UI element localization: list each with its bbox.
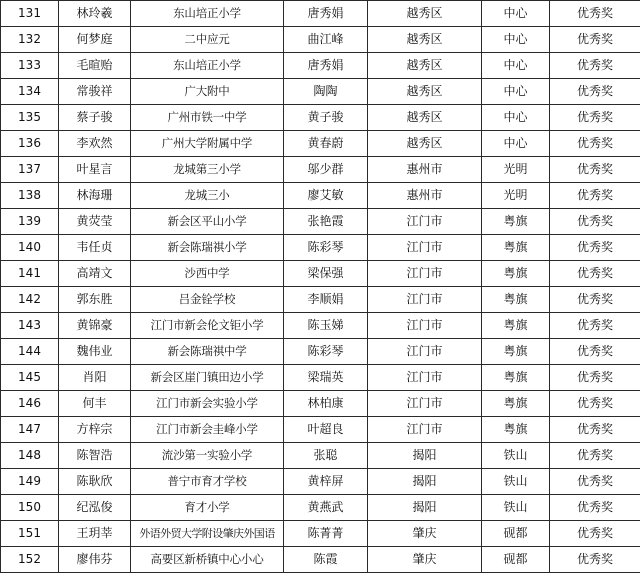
- row-number: 143: [1, 313, 59, 339]
- teacher-name: 廖艾敏: [284, 183, 368, 209]
- row-number: 139: [1, 209, 59, 235]
- school-name: 广大附中: [131, 79, 284, 105]
- region: 越秀区: [368, 105, 482, 131]
- award-level: 优秀奖: [550, 53, 640, 79]
- student-name: 方梓宗: [59, 417, 131, 443]
- teacher-name: 黄燕武: [284, 495, 368, 521]
- table-row: [1, 157, 640, 183]
- award-level: 优秀奖: [550, 235, 640, 261]
- school-name: 吕金铨学校: [131, 287, 284, 313]
- group-name: 中心: [482, 27, 550, 53]
- teacher-name: 林柏康: [284, 391, 368, 417]
- table-row: [1, 1, 640, 27]
- region: 越秀区: [368, 131, 482, 157]
- school-name: 广州市铁一中学: [131, 105, 284, 131]
- group-name: 粤旗: [482, 365, 550, 391]
- award-level: 优秀奖: [550, 469, 640, 495]
- table-row: [1, 105, 640, 131]
- row-number: 151: [1, 521, 59, 547]
- teacher-name: 梁瑞英: [284, 365, 368, 391]
- award-level: 优秀奖: [550, 521, 640, 547]
- region: 江门市: [368, 287, 482, 313]
- group-name: 粤旗: [482, 235, 550, 261]
- school-name: 东山培正小学: [131, 1, 284, 27]
- award-level: 优秀奖: [550, 79, 640, 105]
- award-level: 优秀奖: [550, 391, 640, 417]
- award-level: 优秀奖: [550, 313, 640, 339]
- table-row: [1, 495, 640, 521]
- teacher-name: 黄子骏: [284, 105, 368, 131]
- group-name: 中心: [482, 105, 550, 131]
- student-name: 何梦庭: [59, 27, 131, 53]
- group-name: 光明: [482, 157, 550, 183]
- row-number: 133: [1, 53, 59, 79]
- student-name: 毛暄贻: [59, 53, 131, 79]
- school-name: 新会区平山小学: [131, 209, 284, 235]
- table-row: [1, 365, 640, 391]
- student-name: 高靖文: [59, 261, 131, 287]
- row-number: 135: [1, 105, 59, 131]
- row-number: 146: [1, 391, 59, 417]
- row-number: 145: [1, 365, 59, 391]
- teacher-name: 陈玉娣: [284, 313, 368, 339]
- group-name: 光明: [482, 183, 550, 209]
- row-number: 152: [1, 547, 59, 573]
- row-number: 132: [1, 27, 59, 53]
- row-number: 138: [1, 183, 59, 209]
- school-name: 新会区崖门镇田边小学: [131, 365, 284, 391]
- region: 肇庆: [368, 547, 482, 573]
- student-name: 黄锦豪: [59, 313, 131, 339]
- region: 惠州市: [368, 157, 482, 183]
- region: 揭阳: [368, 469, 482, 495]
- group-name: 粤旗: [482, 339, 550, 365]
- student-name: 郭东胜: [59, 287, 131, 313]
- award-level: 优秀奖: [550, 339, 640, 365]
- table-row: [1, 79, 640, 105]
- group-name: 粤旗: [482, 209, 550, 235]
- teacher-name: 陈霞: [284, 547, 368, 573]
- student-name: 常骏祥: [59, 79, 131, 105]
- student-name: 韦任贞: [59, 235, 131, 261]
- teacher-name: 邬少群: [284, 157, 368, 183]
- group-name: 中心: [482, 1, 550, 27]
- table-row: [1, 183, 640, 209]
- teacher-name: 曲江峰: [284, 27, 368, 53]
- school-name: 东山培正小学: [131, 53, 284, 79]
- student-name: 何丰: [59, 391, 131, 417]
- group-name: 铁山: [482, 495, 550, 521]
- region: 江门市: [368, 417, 482, 443]
- teacher-name: 陈菁菁: [284, 521, 368, 547]
- table-row: [1, 469, 640, 495]
- row-number: 140: [1, 235, 59, 261]
- region: 越秀区: [368, 1, 482, 27]
- award-level: 优秀奖: [550, 287, 640, 313]
- school-name: 龙城三小: [131, 183, 284, 209]
- region: 越秀区: [368, 79, 482, 105]
- group-name: 粤旗: [482, 261, 550, 287]
- student-name: 林海珊: [59, 183, 131, 209]
- award-level: 优秀奖: [550, 365, 640, 391]
- award-table-body: [1, 1, 640, 573]
- table-row: [1, 313, 640, 339]
- group-name: 中心: [482, 131, 550, 157]
- school-name: 流沙第一实验小学: [131, 443, 284, 469]
- school-name: 江门市新会伦文钜小学: [131, 313, 284, 339]
- teacher-name: 张艳霞: [284, 209, 368, 235]
- teacher-name: 唐秀娟: [284, 1, 368, 27]
- school-name: 广州大学附属中学: [131, 131, 284, 157]
- teacher-name: 黄春蔚: [284, 131, 368, 157]
- table-row: [1, 391, 640, 417]
- teacher-name: 陈彩琴: [284, 235, 368, 261]
- group-name: 粤旗: [482, 313, 550, 339]
- teacher-name: 唐秀娟: [284, 53, 368, 79]
- region: 江门市: [368, 313, 482, 339]
- region: 江门市: [368, 261, 482, 287]
- table-row: [1, 417, 640, 443]
- row-number: 141: [1, 261, 59, 287]
- region: 江门市: [368, 339, 482, 365]
- group-name: 铁山: [482, 443, 550, 469]
- school-name: 沙西中学: [131, 261, 284, 287]
- school-name: 外语外贸大学附设肇庆外国语: [131, 521, 284, 547]
- table-row: [1, 131, 640, 157]
- award-level: 优秀奖: [550, 209, 640, 235]
- school-name: 新会陈瑞祺小学: [131, 235, 284, 261]
- award-level: 优秀奖: [550, 1, 640, 27]
- table-row: [1, 235, 640, 261]
- student-name: 李欢然: [59, 131, 131, 157]
- group-name: 中心: [482, 79, 550, 105]
- region: 肇庆: [368, 521, 482, 547]
- group-name: 铁山: [482, 469, 550, 495]
- school-name: 江门市新会实验小学: [131, 391, 284, 417]
- student-name: 魏伟业: [59, 339, 131, 365]
- group-name: 砚都: [482, 547, 550, 573]
- student-name: 廖伟芬: [59, 547, 131, 573]
- student-name: 王玥莘: [59, 521, 131, 547]
- region: 揭阳: [368, 443, 482, 469]
- region: 越秀区: [368, 53, 482, 79]
- group-name: 砚都: [482, 521, 550, 547]
- table-row: [1, 261, 640, 287]
- school-name: 新会陈瑞祺中学: [131, 339, 284, 365]
- award-level: 优秀奖: [550, 183, 640, 209]
- group-name: 粤旗: [482, 287, 550, 313]
- award-level: 优秀奖: [550, 261, 640, 287]
- school-name: 育才小学: [131, 495, 284, 521]
- school-name: 龙城第三小学: [131, 157, 284, 183]
- table-row: [1, 339, 640, 365]
- award-level: 优秀奖: [550, 547, 640, 573]
- table-row: [1, 443, 640, 469]
- row-number: 144: [1, 339, 59, 365]
- teacher-name: 梁保强: [284, 261, 368, 287]
- award-level: 优秀奖: [550, 157, 640, 183]
- row-number: 136: [1, 131, 59, 157]
- region: 惠州市: [368, 183, 482, 209]
- school-name: 高要区新桥镇中心小心: [131, 547, 284, 573]
- table-row: [1, 53, 640, 79]
- teacher-name: 张聪: [284, 443, 368, 469]
- teacher-name: 李顺娟: [284, 287, 368, 313]
- table-row: [1, 287, 640, 313]
- table-row: [1, 27, 640, 53]
- row-number: 150: [1, 495, 59, 521]
- region: 江门市: [368, 235, 482, 261]
- row-number: 149: [1, 469, 59, 495]
- school-name: 二中应元: [131, 27, 284, 53]
- row-number: 131: [1, 1, 59, 27]
- teacher-name: 陈彩琴: [284, 339, 368, 365]
- row-number: 148: [1, 443, 59, 469]
- teacher-name: 黄梓屏: [284, 469, 368, 495]
- group-name: 中心: [482, 53, 550, 79]
- student-name: 陈智浩: [59, 443, 131, 469]
- student-name: 黄荧莹: [59, 209, 131, 235]
- student-name: 蔡子骏: [59, 105, 131, 131]
- region: 江门市: [368, 391, 482, 417]
- region: 江门市: [368, 209, 482, 235]
- group-name: 粤旗: [482, 417, 550, 443]
- table-row: [1, 547, 640, 573]
- award-level: 优秀奖: [550, 131, 640, 157]
- award-level: 优秀奖: [550, 105, 640, 131]
- table-row: [1, 209, 640, 235]
- award-level: 优秀奖: [550, 495, 640, 521]
- region: 江门市: [368, 365, 482, 391]
- teacher-name: 叶超良: [284, 417, 368, 443]
- student-name: 叶星言: [59, 157, 131, 183]
- row-number: 137: [1, 157, 59, 183]
- student-name: 陈耿欣: [59, 469, 131, 495]
- row-number: 147: [1, 417, 59, 443]
- award-level: 优秀奖: [550, 417, 640, 443]
- student-name: 肖阳: [59, 365, 131, 391]
- row-number: 142: [1, 287, 59, 313]
- school-name: 普宁市育才学校: [131, 469, 284, 495]
- table-row: [1, 521, 640, 547]
- region: 揭阳: [368, 495, 482, 521]
- award-level: 优秀奖: [550, 443, 640, 469]
- award-level: 优秀奖: [550, 27, 640, 53]
- teacher-name: 陶陶: [284, 79, 368, 105]
- school-name: 江门市新会圭峰小学: [131, 417, 284, 443]
- row-number: 134: [1, 79, 59, 105]
- student-name: 林玲羲: [59, 1, 131, 27]
- group-name: 粤旗: [482, 391, 550, 417]
- region: 越秀区: [368, 27, 482, 53]
- student-name: 纪泓俊: [59, 495, 131, 521]
